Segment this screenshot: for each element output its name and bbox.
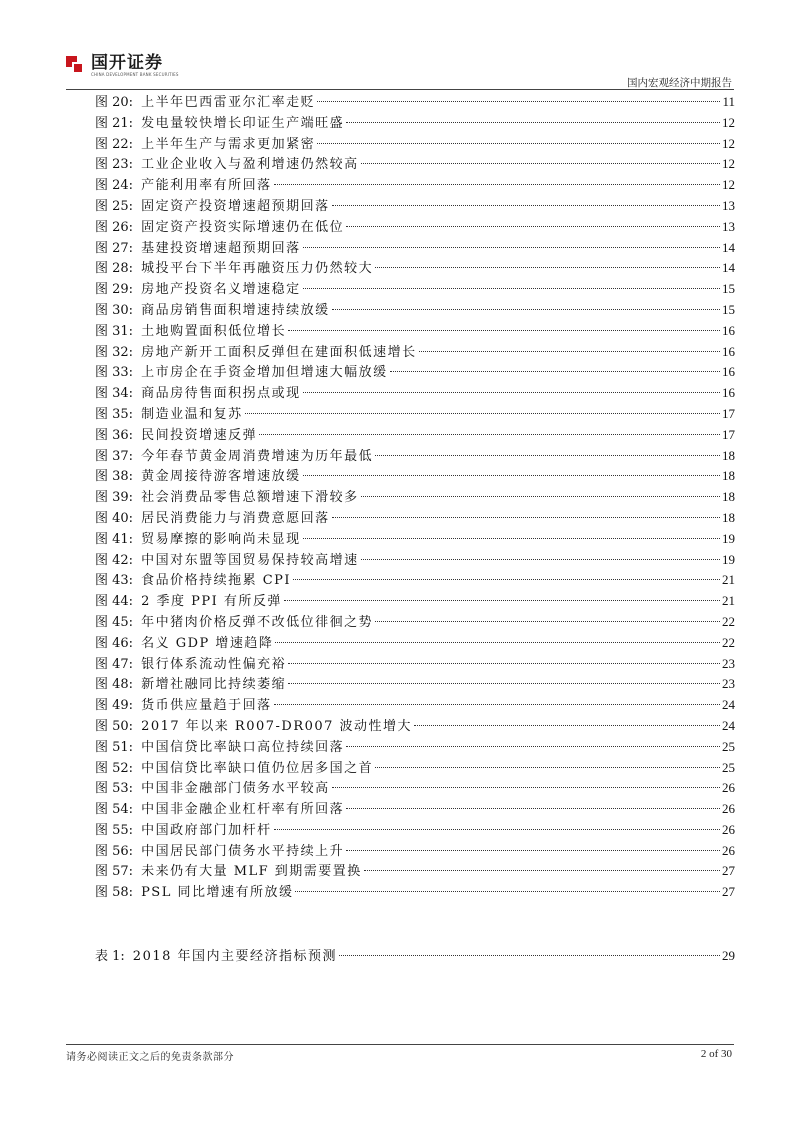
toc-dot-leader bbox=[274, 829, 720, 830]
toc-entry-page: 22 bbox=[722, 634, 735, 650]
toc-entry-page: 23 bbox=[722, 676, 735, 692]
toc-entry-label: 图 22: bbox=[95, 136, 134, 152]
toc-entry[interactable] bbox=[95, 612, 735, 633]
toc-entry-page: 21 bbox=[722, 572, 735, 588]
toc-entry[interactable] bbox=[95, 342, 735, 363]
toc-entry-title: 2017 年以来 R007-DR007 波动性增大 bbox=[141, 718, 413, 734]
toc-entry[interactable] bbox=[95, 487, 735, 508]
toc-entry-label: 图 39: bbox=[95, 490, 134, 506]
toc-entry-page: 27 bbox=[722, 884, 735, 900]
toc-entry-label: 图 42: bbox=[95, 552, 134, 568]
toc-entry-label: 图 32: bbox=[95, 344, 134, 360]
toc-entry-page: 12 bbox=[722, 156, 735, 172]
toc-entry[interactable] bbox=[95, 550, 735, 571]
toc-entry-title: 房地产投资名义增速稳定 bbox=[141, 282, 301, 298]
toc-entry-title: 土地购置面积低位增长 bbox=[141, 323, 287, 339]
toc-entry-title: 商品房待售面积拐点或现 bbox=[141, 386, 301, 402]
toc-entry-page: 24 bbox=[722, 697, 735, 713]
toc-dot-leader bbox=[259, 434, 720, 435]
toc-entry-title: 新增社融同比持续萎缩 bbox=[141, 677, 287, 693]
toc-dot-leader bbox=[288, 683, 720, 684]
toc-entry-title: 货币供应量趋于回落 bbox=[141, 698, 272, 714]
toc-entry-title: 商品房销售面积增速持续放缓 bbox=[141, 302, 330, 318]
toc-entry[interactable] bbox=[95, 861, 735, 882]
toc-entry-page: 16 bbox=[722, 385, 735, 401]
toc-entry-page: 26 bbox=[722, 821, 735, 837]
toc-entry-label: 图 46: bbox=[95, 635, 134, 651]
toc-entry-title: 房地产新开工面积反弹但在建面积低速增长 bbox=[141, 344, 417, 360]
toc-entry-label: 图 21: bbox=[95, 115, 134, 131]
toc-entry-page: 25 bbox=[722, 738, 735, 754]
toc-entry-title: 民间投资增速反弹 bbox=[141, 427, 258, 443]
toc-entry-label: 图 51: bbox=[95, 739, 134, 755]
toc-entry-title: 2018 年国内主要经济指标预测 bbox=[132, 949, 338, 964]
toc-entry-page: 18 bbox=[722, 468, 735, 484]
toc-entry-page: 12 bbox=[722, 114, 735, 130]
toc-entry-title: 名义 GDP 增速趋降 bbox=[141, 635, 274, 651]
toc-entry-page: 29 bbox=[722, 948, 735, 963]
toc-entry-label: 图 44: bbox=[95, 594, 134, 610]
toc-entry-label: 图 58: bbox=[95, 885, 134, 901]
toc-entry[interactable] bbox=[95, 778, 735, 799]
toc-entry-title: 银行体系流动性偏充裕 bbox=[141, 656, 287, 672]
toc-dot-leader bbox=[317, 143, 720, 144]
toc-entry-page: 26 bbox=[722, 780, 735, 796]
toc-entry-title: 中国非金融部门债务水平较高 bbox=[141, 781, 330, 797]
toc-entry-label: 图 56: bbox=[95, 843, 134, 859]
toc-entry[interactable] bbox=[95, 383, 735, 404]
toc-entry[interactable] bbox=[95, 238, 735, 259]
toc-entry[interactable] bbox=[95, 321, 735, 342]
toc-entry-label: 图 23: bbox=[95, 157, 134, 173]
toc-entry-page: 13 bbox=[722, 197, 735, 213]
toc-entry-label: 图 38: bbox=[95, 469, 134, 485]
toc-entry-title: 城投平台下半年再融资压力仍然较大 bbox=[141, 261, 374, 277]
figure-list bbox=[95, 92, 735, 903]
toc-entry[interactable] bbox=[95, 508, 735, 529]
toc-dot-leader bbox=[339, 955, 720, 956]
toc-dot-leader bbox=[245, 413, 720, 414]
toc-entry[interactable] bbox=[95, 841, 735, 862]
table-list bbox=[95, 946, 735, 967]
toc-entry-page: 17 bbox=[722, 426, 735, 442]
toc-entry-label: 图 41: bbox=[95, 531, 134, 547]
toc-entry-label: 图 34: bbox=[95, 386, 134, 402]
toc-entry-label: 图 20: bbox=[95, 95, 134, 110]
toc-entry-label: 图 25: bbox=[95, 198, 134, 214]
toc-entry[interactable] bbox=[95, 134, 735, 155]
toc-dot-leader bbox=[275, 642, 720, 643]
toc-entry-page: 14 bbox=[722, 239, 735, 255]
toc-dot-leader bbox=[288, 663, 720, 664]
header-divider bbox=[66, 89, 734, 90]
toc-entry-title: 发电量较快增长印证生产端旺盛 bbox=[141, 115, 345, 131]
toc-entry-label: 图 28: bbox=[95, 261, 134, 277]
toc-entry[interactable] bbox=[95, 946, 735, 967]
toc-dot-leader bbox=[346, 850, 720, 851]
toc-entry-page: 12 bbox=[722, 177, 735, 193]
toc-entry-title: 中国信贷比率缺口高位持续回落 bbox=[141, 739, 345, 755]
toc-entry[interactable] bbox=[95, 217, 735, 238]
toc-entry[interactable] bbox=[95, 633, 735, 654]
toc-entry-page: 19 bbox=[722, 551, 735, 567]
toc-dot-leader bbox=[346, 808, 720, 809]
toc-entry[interactable] bbox=[95, 446, 735, 467]
toc-entry-label: 图 26: bbox=[95, 219, 134, 235]
toc-entry[interactable] bbox=[95, 300, 735, 321]
toc-dot-leader bbox=[303, 392, 720, 393]
toc-entry-page: 12 bbox=[722, 135, 735, 151]
toc-entry-title: 未来仍有大量 MLF 到期需要置换 bbox=[141, 864, 362, 880]
toc-dot-leader bbox=[317, 101, 720, 102]
toc-entry[interactable] bbox=[95, 466, 735, 487]
toc-entry[interactable] bbox=[95, 175, 735, 196]
toc-entry-label: 图 57: bbox=[95, 864, 134, 880]
toc-entry-page: 16 bbox=[722, 364, 735, 380]
toc-entry-label: 图 40: bbox=[95, 510, 134, 526]
toc-dot-leader bbox=[361, 163, 720, 164]
toc-dot-leader bbox=[293, 579, 720, 580]
toc-entry[interactable] bbox=[95, 695, 735, 716]
toc-entry-page: 19 bbox=[722, 530, 735, 546]
toc-entry-title: 黄金周接待游客增速放缓 bbox=[141, 469, 301, 485]
toc-entry-label: 图 33: bbox=[95, 365, 134, 381]
toc-entry[interactable] bbox=[95, 425, 735, 446]
toc-entry-page: 27 bbox=[722, 863, 735, 879]
toc-entry[interactable] bbox=[95, 591, 735, 612]
toc-entry[interactable] bbox=[95, 154, 735, 175]
toc-entry-title: 基建投资增速超预期回落 bbox=[141, 240, 301, 256]
toc-entry[interactable] bbox=[95, 258, 735, 279]
toc-entry-label: 图 48: bbox=[95, 677, 134, 693]
toc-entry-label: 图 52: bbox=[95, 760, 134, 776]
toc-entry[interactable] bbox=[95, 362, 735, 383]
toc-entry-title: 中国对东盟等国贸易保持较高增速 bbox=[141, 552, 359, 568]
logo-name: 国开证券 bbox=[91, 53, 163, 73]
toc-entry-page: 15 bbox=[722, 301, 735, 317]
toc-dot-leader bbox=[295, 891, 720, 892]
footer-divider bbox=[66, 1044, 734, 1045]
toc-entry[interactable] bbox=[95, 113, 735, 134]
toc-entry[interactable] bbox=[95, 758, 735, 779]
toc-entry-page: 18 bbox=[722, 509, 735, 525]
toc-dot-leader bbox=[288, 330, 720, 331]
toc-dot-leader bbox=[375, 767, 720, 768]
toc-entry-label: 图 37: bbox=[95, 448, 134, 464]
toc-entry-label: 图 27: bbox=[95, 240, 134, 256]
toc-entry-page: 15 bbox=[722, 281, 735, 297]
toc-entry-title: 中国居民部门债务水平持续上升 bbox=[141, 843, 345, 859]
toc-entry-page: 21 bbox=[722, 593, 735, 609]
toc-entry-label: 图 47: bbox=[95, 656, 134, 672]
toc-dot-leader bbox=[346, 226, 720, 227]
toc-entry-label: 图 50: bbox=[95, 718, 134, 734]
toc-entry[interactable] bbox=[95, 737, 735, 758]
toc-entry-title: 中国非金融企业杠杆率有所回落 bbox=[141, 802, 345, 818]
toc-entry-page: 16 bbox=[722, 322, 735, 338]
toc-dot-leader bbox=[361, 496, 720, 497]
toc-entry-label: 表 1: bbox=[95, 949, 125, 964]
toc-entry-label: 图 31: bbox=[95, 323, 134, 339]
toc-dot-leader bbox=[303, 247, 720, 248]
toc-entry-page: 16 bbox=[722, 343, 735, 359]
toc-dot-leader bbox=[332, 787, 720, 788]
toc-dot-leader bbox=[274, 184, 720, 185]
toc-dot-leader bbox=[375, 267, 720, 268]
toc-entry-label: 图 55: bbox=[95, 822, 134, 838]
toc-entry-label: 图 43: bbox=[95, 573, 134, 589]
toc-entry-title: 上半年生产与需求更加紧密 bbox=[141, 136, 316, 152]
toc-dot-leader bbox=[414, 725, 720, 726]
company-logo bbox=[66, 54, 179, 78]
toc-dot-leader bbox=[419, 351, 720, 352]
toc-dot-leader bbox=[303, 538, 720, 539]
footer-disclaimer: 请务必阅读正文之后的免责条款部分 bbox=[66, 1052, 234, 1063]
toc-entry-label: 图 35: bbox=[95, 406, 134, 422]
toc-entry-title: 中国政府部门加杆杆 bbox=[141, 822, 272, 838]
toc-entry-title: 今年春节黄金周消费增速为历年最低 bbox=[141, 448, 374, 464]
toc-entry-title: 中国信贷比率缺口值仍位居多国之首 bbox=[141, 760, 374, 776]
toc-entry-label: 图 30: bbox=[95, 302, 134, 318]
toc-entry-label: 图 49: bbox=[95, 698, 134, 714]
toc-entry[interactable] bbox=[95, 799, 735, 820]
toc-entry[interactable] bbox=[95, 882, 735, 903]
toc-entry-title: 居民消费能力与消费意愿回落 bbox=[141, 510, 330, 526]
toc-dot-leader bbox=[375, 621, 720, 622]
page-header bbox=[0, 0, 800, 100]
toc-entry-title: PSL 同比增速有所放缓 bbox=[141, 885, 294, 901]
toc-dot-leader bbox=[364, 870, 720, 871]
toc-entry-page: 26 bbox=[722, 801, 735, 817]
toc-entry[interactable] bbox=[95, 529, 735, 550]
toc-entry-page: 17 bbox=[722, 405, 735, 421]
toc-entry-page: 25 bbox=[722, 759, 735, 775]
toc-entry-title: 上半年巴西雷亚尔汇率走贬 bbox=[141, 95, 316, 110]
toc-entry[interactable] bbox=[95, 570, 735, 591]
toc-entry-title: 固定资产投资增速超预期回落 bbox=[141, 198, 330, 214]
toc-dot-leader bbox=[332, 517, 720, 518]
toc-dot-leader bbox=[303, 475, 720, 476]
toc-dot-leader bbox=[346, 746, 720, 747]
toc-entry-label: 图 45: bbox=[95, 614, 134, 630]
toc-entry-title: 年中猪肉价格反弹不改低位徘徊之势 bbox=[141, 614, 374, 630]
toc-entry-title: 贸易摩擦的影响尚未显现 bbox=[141, 531, 301, 547]
toc-entry-page: 14 bbox=[722, 260, 735, 276]
toc-entry-title: 2 季度 PPI 有所反弹 bbox=[141, 594, 282, 610]
toc-dot-leader bbox=[303, 288, 720, 289]
toc-entry[interactable] bbox=[95, 196, 735, 217]
toc-entry[interactable] bbox=[95, 279, 735, 300]
toc-entry-label: 图 24: bbox=[95, 178, 134, 194]
toc-entry[interactable] bbox=[95, 92, 735, 113]
toc-dot-leader bbox=[375, 455, 720, 456]
toc-entry-page: 18 bbox=[722, 489, 735, 505]
toc-dot-leader bbox=[284, 600, 720, 601]
toc-entry-title: 制造业温和复苏 bbox=[141, 406, 243, 422]
toc-dot-leader bbox=[332, 205, 720, 206]
toc-entry-page: 18 bbox=[722, 447, 735, 463]
toc-entry-title: 社会消费品零售总额增速下滑较多 bbox=[141, 490, 359, 506]
toc-dot-leader bbox=[346, 122, 720, 123]
toc-entry-page: 13 bbox=[722, 218, 735, 234]
toc-entry-page: 24 bbox=[722, 717, 735, 733]
report-name: 国内宏观经济中期报告 bbox=[627, 77, 732, 89]
toc-entry-title: 上市房企在手资金增加但增速大幅放缓 bbox=[141, 365, 388, 381]
toc-entry-title: 产能利用率有所回落 bbox=[141, 178, 272, 194]
toc-dot-leader bbox=[361, 559, 720, 560]
toc-dot-leader bbox=[332, 309, 720, 310]
page-number: 2 of 30 bbox=[700, 1048, 732, 1060]
toc-entry[interactable] bbox=[95, 820, 735, 841]
toc-dot-leader bbox=[390, 371, 720, 372]
toc-dot-leader bbox=[274, 704, 720, 705]
toc-entry-label: 图 29: bbox=[95, 282, 134, 298]
toc-entry-label: 图 36: bbox=[95, 427, 134, 443]
toc-entry[interactable] bbox=[95, 404, 735, 425]
toc-entry-label: 图 53: bbox=[95, 781, 134, 797]
logo-mark-icon bbox=[66, 56, 85, 75]
toc-entry-page: 23 bbox=[722, 655, 735, 671]
toc-entry-title: 工业企业收入与盈利增速仍然较高 bbox=[141, 157, 359, 173]
toc-entry-page: 26 bbox=[722, 842, 735, 858]
toc-entry[interactable] bbox=[95, 716, 735, 737]
toc-entry-title: 食品价格持续拖累 CPI bbox=[141, 573, 292, 589]
toc-entry-label: 图 54: bbox=[95, 802, 134, 818]
toc-entry[interactable] bbox=[95, 674, 735, 695]
toc-entry-page: 22 bbox=[722, 613, 735, 629]
toc-entry-title: 固定资产投资实际增速仍在低位 bbox=[141, 219, 345, 235]
toc-entry-page: 11 bbox=[722, 94, 735, 109]
logo-english-name: CHINA DEVELOPMENT BANK SECURITIES bbox=[91, 72, 179, 77]
toc-entry[interactable] bbox=[95, 654, 735, 675]
